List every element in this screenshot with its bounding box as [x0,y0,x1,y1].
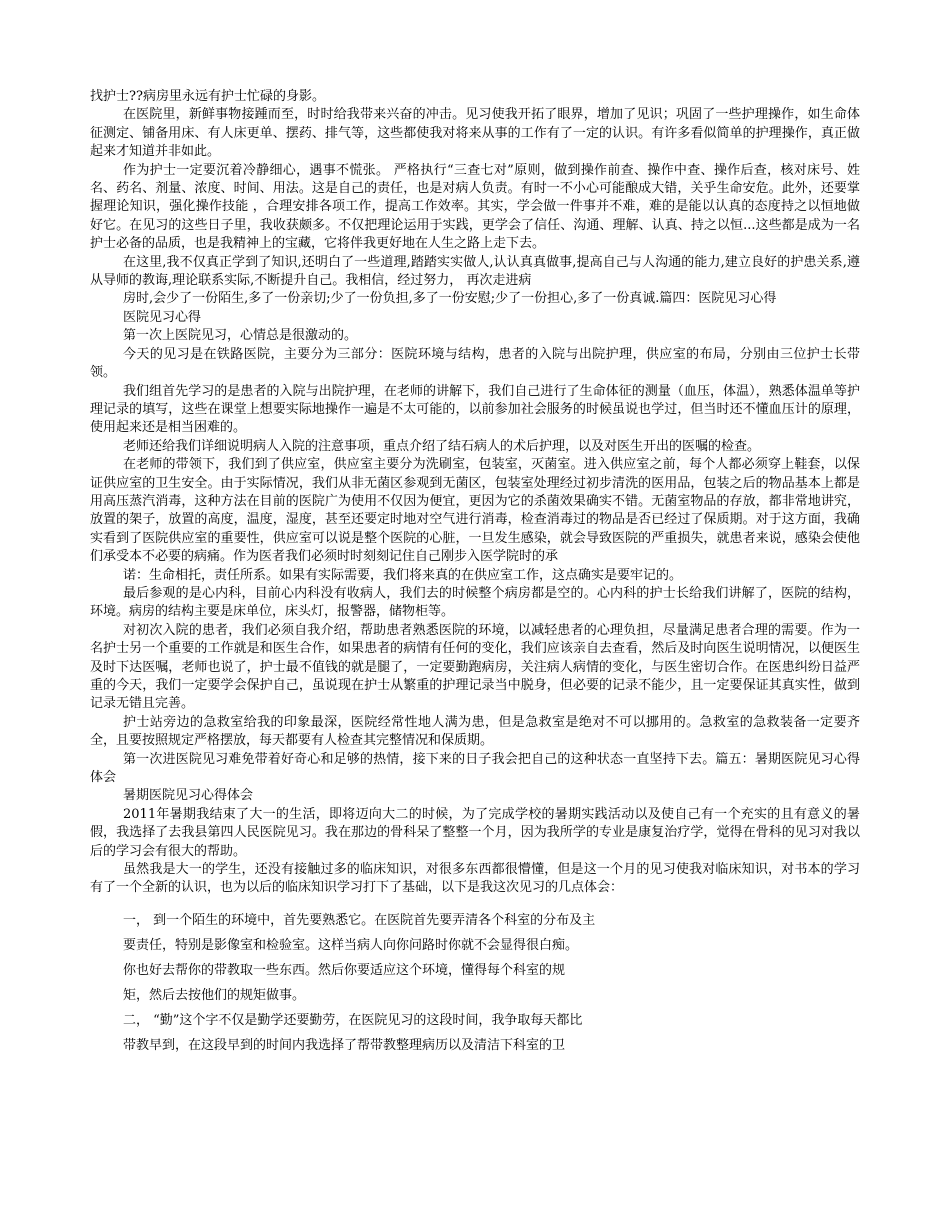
section-heading: 医院见习心得 [123,309,202,325]
paragraph: 虽然我是大一的学生，还没有接触过多的临床知识，对很多东西都很懵懂，但是这一个月的见习使我对临床知识，对书本的学习有了一个全新的认识，也为以后的临床知识学习打下了基础，以下是我这次见习的几点体会： [90,862,860,896]
paragraph: 找护士??病房里永远有护士忙碌的身影。 [90,89,325,104]
paragraph: 对初次入院的患者，我们必须自我介绍，帮助患者熟悉医院的环境，以减轻患者的心理负担，尽量满足患者合理的需要。作为一名护士另一个重要的工作就是和医生合作，如果患者的病情有任何的变化，我们应该亲自去查看，然后及时向医生说明情况，以便医生及时下达医嘱，老师也说了，护士最不值钱的就是腿了，一定要勤跑病房，关注病人病情的变化，与医生密切合作。在医患纠纷日益严重的今天，我们一定要学会保护自己，虽说现在护士从繁重的护理记录当中脱身，但必要的记录不能少，且一定要保证其真实性，做到记录无错且完善。 [90,622,860,712]
paragraph: 在老师的带领下，我们到了供应室，供应室主要分为洗刷室，包装室，灭菌室。进入供应室之前，每个人都必须穿上鞋套，以保证供应室的卫生安全。由于实际情况，我们从非无菌区参观到无菌区，包装室处理经过初步清洗的医用品，包装之后的物品基本上都是用高压蒸汽消毒，这种方法在目前的医院广为使用不仅因为便宜，更因为它的杀菌效果确实不错。无菌室物品的存放，都非常地讲究，放置的架子，放置的高度，温度，湿度，甚至还要定时地对空气进行消毒，检查消毒过的物品是否已经过了保质期。对于这方面，我确实看到了医院供应室的重要性，供应室可以说是整个医院的心脏，一旦发生感染，就会导致医院的严重损失，就患者来说，感染会使他们承受本不必要的病痛。作为医者我们必须时时刻刻记住自己刚步入医学院时的承 [90,457,860,565]
section-heading: 暑期医院见习心得体会 [123,788,254,804]
list-item-continued: 矩，然后去按他们的规矩做事。 [123,987,306,1003]
paragraph: 护士站旁边的急救室给我的印象最深，医院经常性地人满为患，但是急救室是绝对不可以挪用的。急救室的急救装备一定要齐全，且要按照规定严格摆放，每天都要有人检查其完整情况和保质期。 [90,714,860,749]
paragraph: 2011年暑期我结束了大一的生活，即将迈向大二的时候，为了完成学校的暑期实践活动以及使自己有一个充实的且有意义的暑假，我选择了去我县第四人民医院见习。我在那边的骨科呆了整整一个月，因为我所学的专业是康复治疗学，觉得在骨科的见习对我以后的学习会有很大的帮助。 [90,806,860,859]
paragraph: 今天的见习是在铁路医院，主要分为三部分：医院环境与结构，患者的入院与出院护理，供应室的布局，分别由三位护士长带领。 [90,346,860,381]
list-item: 二， “勤”这个字不仅是勤学还要勤劳，在医院见习的这段时间，我争取每天都比 [123,1012,583,1028]
paragraph: 第一次进医院见习难免带着好奇心和足够的热情，接下来的日子我会把自己的这种状态一直坚持下去。篇五：暑期医院见习心得体会 [90,751,860,786]
paragraph: 房时,会少了一份陌生,多了一份亲切;少了一份负担,多了一份安慰;少了一份担心,多了一份真诚.篇四：医院见习心得 [123,291,777,307]
paragraph: 我们组首先学习的是患者的入院与出院护理，在老师的讲解下，我们自己进行了生命体征的测量（血压，体温），熟悉体温单等护理记录的填写，这些在课堂上想要实际地操作一遍是不太可能的，以前参加社会服务的时候虽说也学过，但当时还不懂血压计的原理，使用起来还是相当困难的。 [90,383,860,436]
list-item-continued: 带教早到，在这段早到的时间内我选择了帮带教整理病历以及清洁下科室的卫 [123,1037,566,1053]
paragraph: 老师还给我们详细说明病人入院的注意事项，重点介绍了结石病人的术后护理，以及对医生开出的医嘱的检查。 [123,438,761,454]
list-item-continued: 要责任，特别是影像室和检验室。这样当病人向你问路时你就不会显得很白痴。 [123,937,579,953]
paragraph: 在这里,我不仅真正学到了知识,还明白了一些道理,踏踏实实做人,认认真真做事,提高自己与人沟通的能力,建立良好的护患关系,遵从导师的教诲,理论联系实际,不断提升自己。我相信，经过努力， 再次走进病 [90,254,860,289]
paragraph: 第一次上医院见习，心情总是很激动的。 [123,328,358,344]
list-item-continued: 你也好去帮你的带教取一些东西。然后你要适应这个环境，懂得每个科室的规 [123,962,566,978]
paragraph: 在医院里，新鲜事物接踵而至，时时给我带来兴奋的冲击。见习使我开拓了眼界，增加了见识；巩固了一些护理操作，如生命体征测定、铺备用床、有人床更单、摆药、排气等，这些都使我对将来从事的工作有了一定的认识。有许多看似简单的护理操作，真正做起来才知道并非如此。 [90,107,860,160]
paragraph: 作为护士一定要沉着冷静细心，遇事不慌张。 严格执行“三查七对”原则，做到操作前查、操作中查、操作后查，核对床号、姓名、药名、剂量、浓度、时间、用法。这是自己的责任，也是对病人负责。有时一不小心可能酿成大错，关乎生命安危。此外，还要掌握理论知识，强化操作技能 ，合理安排各项工作，提高工作效率。其实，学会做一件事并不难，难的是能以认真的态度持之以恒地做好它。在见习的这些日子里，我收获颇多。不仅把理论运用于实践，更学会了信任、沟通、理解、认真、持之以恒...这些都是成为一名护士必备的品质，也是我精神上的宝藏，它将伴我更好地在人生之路上走下去。 [90,162,860,252]
paragraph: 诺：生命相托，责任所系。如果有实际需要，我们将来真的在供应室工作，这点确实是要牢记的。 [123,567,683,583]
document-body [90,88,860,1058]
list-item: 一， 到一个陌生的环境中，首先要熟悉它。在医院首先要弄清各个科室的分布及主 [123,912,596,928]
paragraph: 最后参观的是心内科，目前心内科没有收病人，我们去的时候整个病房都是空的。心内科的护士长给我们讲解了，医院的结构，环境。病房的结构主要是床单位，床头灯，报警器，储物柜等。 [90,585,860,620]
